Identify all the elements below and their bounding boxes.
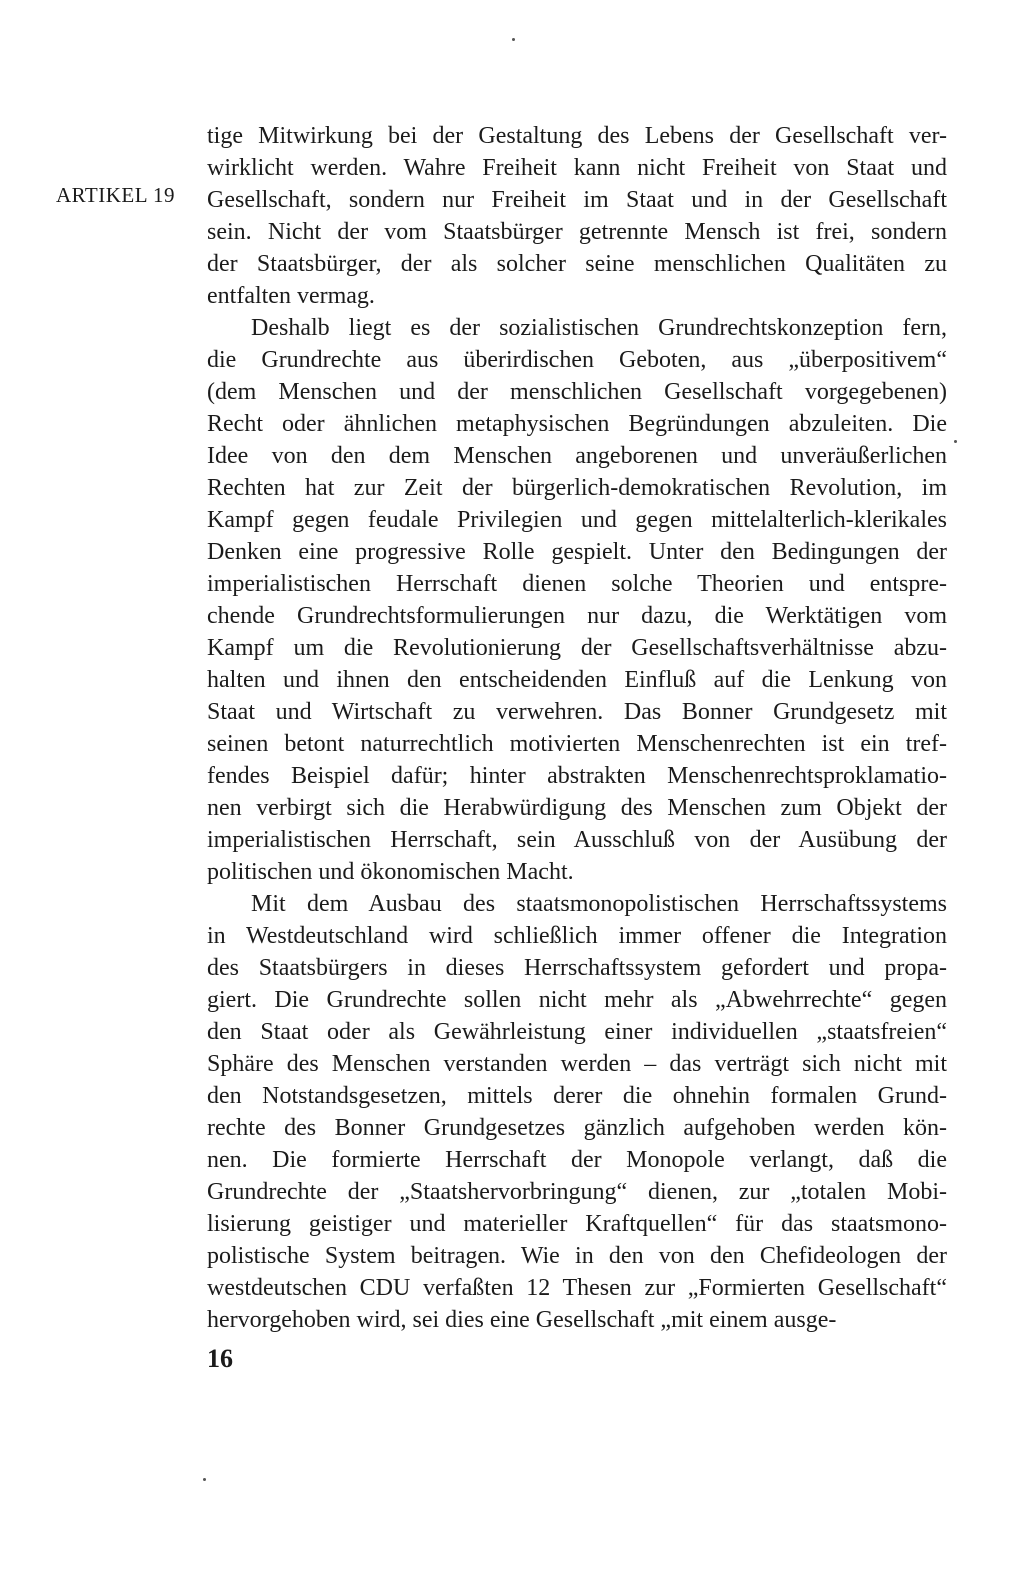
text-line: Gesellschaft, sondern nur Freiheit im Staat und in der Gesellschaft: [207, 187, 947, 213]
text-line: den Notstandsgesetzen, mittels derer die ohnehin formalen Grund-: [207, 1083, 947, 1109]
text-line: Sphäre des Menschen verstanden werden – das verträgt sich nicht mit: [207, 1051, 947, 1077]
body-text: [207, 120, 947, 1336]
text-line: Idee von den dem Menschen angeborenen und unveräußerlichen: [207, 443, 947, 469]
scan-speck: [512, 38, 515, 41]
text-line: politischen und ökonomischen Macht.: [207, 859, 574, 885]
text-line: Mit dem Ausbau des staatsmonopolistischen Herrschaftssystems: [251, 891, 947, 917]
text-line: Denken eine progressive Rolle gespielt. Unter den Bedingungen der: [207, 539, 947, 565]
text-line: lisierung geistiger und materieller Kraftquellen“ für das staatsmono-: [207, 1211, 947, 1237]
text-line: chende Grundrechtsformulierungen nur dazu, die Werktätigen vom: [207, 603, 947, 629]
text-line: seinen betont naturrechtlich motivierten Menschenrechten ist ein tref-: [207, 731, 947, 757]
text-line: Rechten hat zur Zeit der bürgerlich-demokratischen Revolution, im: [207, 475, 947, 501]
text-line: nen. Die formierte Herrschaft der Monopole verlangt, daß die: [207, 1147, 947, 1173]
text-line: polistische System beitragen. Wie in den von den Chefideologen der: [207, 1243, 947, 1269]
text-line: halten und ihnen den entscheidenden Einfluß auf die Lenkung von: [207, 667, 947, 693]
text-line: hervorgehoben wird, sei dies eine Gesellschaft „mit einem ausge-: [207, 1307, 837, 1333]
text-line: die Grundrechte aus überirdischen Geboten, aus „überpositivem“: [207, 347, 947, 373]
text-line: westdeutschen CDU verfaßten 12 Thesen zur „Formierten Gesellschaft“: [207, 1275, 947, 1301]
text-line: der Staatsbürger, der als solcher seine menschlichen Qualitäten zu: [207, 251, 947, 277]
text-line: (dem Menschen und der menschlichen Gesellschaft vorgegebenen): [207, 379, 947, 405]
paragraph: [207, 120, 947, 312]
text-line: den Staat oder als Gewährleistung einer individuellen „staatsfreien“: [207, 1019, 947, 1045]
text-line: Kampf um die Revolutionierung der Gesellschaftsverhältnisse abzu-: [207, 635, 947, 661]
text-line: imperialistischen Herrschaft, sein Ausschluß von der Ausübung der: [207, 827, 947, 853]
text-line: rechte des Bonner Grundgesetzes gänzlich aufgehoben werden kön-: [207, 1115, 947, 1141]
margin-note: ARTIKEL 19: [56, 183, 176, 207]
text-line: giert. Die Grundrechte sollen nicht mehr als „Abwehrrechte“ gegen: [207, 987, 947, 1013]
text-line: sein. Nicht der vom Staatsbürger getrennte Mensch ist frei, sondern: [207, 219, 947, 245]
scan-speck: [203, 1478, 206, 1481]
paragraph: [207, 888, 947, 1336]
text-line: Kampf gegen feudale Privilegien und gegen mittelalterlich-klerikales: [207, 507, 947, 533]
text-line: fendes Beispiel dafür; hinter abstrakten Menschenrechtsproklamatio-: [207, 763, 947, 789]
text-line: in Westdeutschland wird schließlich immer offener die Integration: [207, 923, 947, 949]
text-line: des Staatsbürgers in dieses Herrschaftssystem gefordert und propa-: [207, 955, 947, 981]
text-line: tige Mitwirkung bei der Gestaltung des Lebens der Gesellschaft ver-: [207, 123, 947, 149]
page-number: 16: [207, 1344, 233, 1373]
text-line: imperialistischen Herrschaft dienen solche Theorien und entspre-: [207, 571, 947, 597]
text-line: entfalten vermag.: [207, 283, 375, 309]
paragraph: [207, 312, 947, 888]
text-line: Staat und Wirtschaft zu verwehren. Das Bonner Grundgesetz mit: [207, 699, 947, 725]
text-line: nen verbirgt sich die Herabwürdigung des Menschen zum Objekt der: [207, 795, 947, 821]
text-line: Grundrechte der „Staatshervorbringung“ dienen, zur „totalen Mobi-: [207, 1179, 947, 1205]
text-line: wirklicht werden. Wahre Freiheit kann nicht Freiheit von Staat und: [207, 155, 947, 181]
text-line: Recht oder ähnlichen metaphysischen Begründungen abzuleiten. Die: [207, 411, 947, 437]
text-line: Deshalb liegt es der sozialistischen Grundrechtskonzeption fern,: [251, 315, 947, 341]
scan-speck: [954, 440, 957, 443]
